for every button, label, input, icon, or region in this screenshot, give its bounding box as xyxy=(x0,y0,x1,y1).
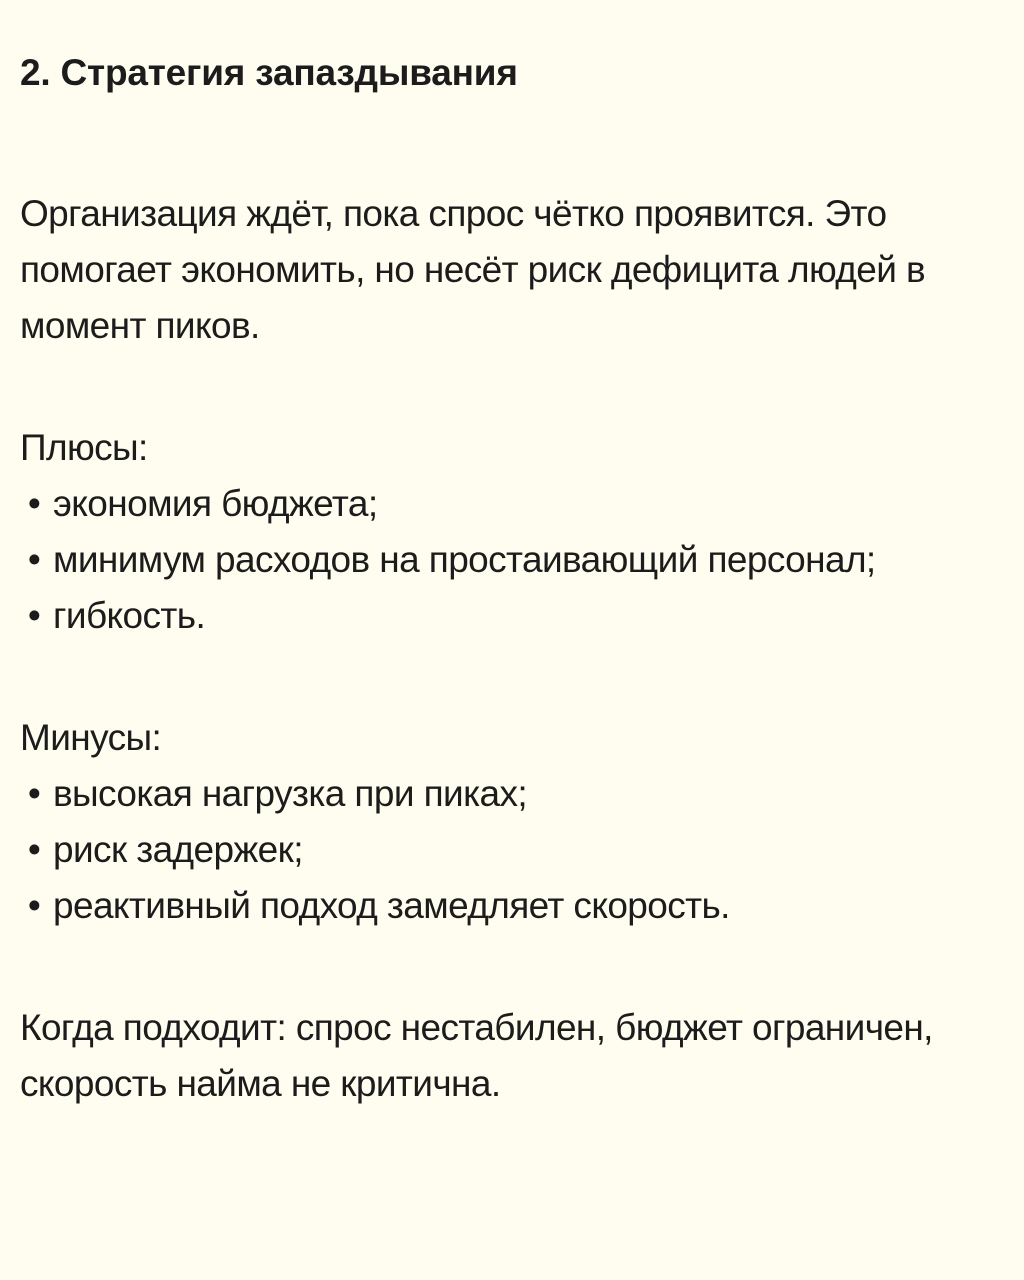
list-item xyxy=(20,532,984,588)
bullet-icon: • xyxy=(27,829,41,870)
list-item xyxy=(20,822,984,878)
list-item xyxy=(20,878,984,934)
list-item-text: минимум расходов на простаивающий персонал; xyxy=(53,539,876,580)
cons-label: Минусы: xyxy=(20,717,162,758)
cons-list xyxy=(20,766,984,934)
bullet-icon: • xyxy=(27,885,41,926)
list-item-text: реактивный подход замедляет скорость. xyxy=(53,885,730,926)
list-item xyxy=(20,588,984,644)
list-item-text: экономия бюджета; xyxy=(53,483,378,524)
bullet-icon: • xyxy=(27,773,41,814)
pros-list xyxy=(20,476,984,644)
bullet-icon: • xyxy=(27,539,41,580)
bullet-icon: • xyxy=(27,483,41,524)
list-item xyxy=(20,476,984,532)
list-item-text: высокая нагрузка при пиках; xyxy=(53,773,528,814)
pros-label: Плюсы: xyxy=(20,427,148,468)
pros-section xyxy=(20,420,984,644)
list-item xyxy=(20,766,984,822)
list-item-text: риск задержек; xyxy=(53,829,303,870)
list-item-text: гибкость. xyxy=(53,595,206,636)
section-title: 2. Стратегия запаздывания xyxy=(20,52,518,93)
bullet-icon: • xyxy=(27,595,41,636)
intro-paragraph: Организация ждёт, пока спрос чётко проявится. Это помогает экономить, но несёт риск дефицита людей в момент пиков. xyxy=(20,193,926,346)
cons-section xyxy=(20,710,984,934)
when-fits-paragraph: Когда подходит: спрос нестабилен, бюджет ограничен, скорость найма не критична. xyxy=(20,1007,933,1104)
